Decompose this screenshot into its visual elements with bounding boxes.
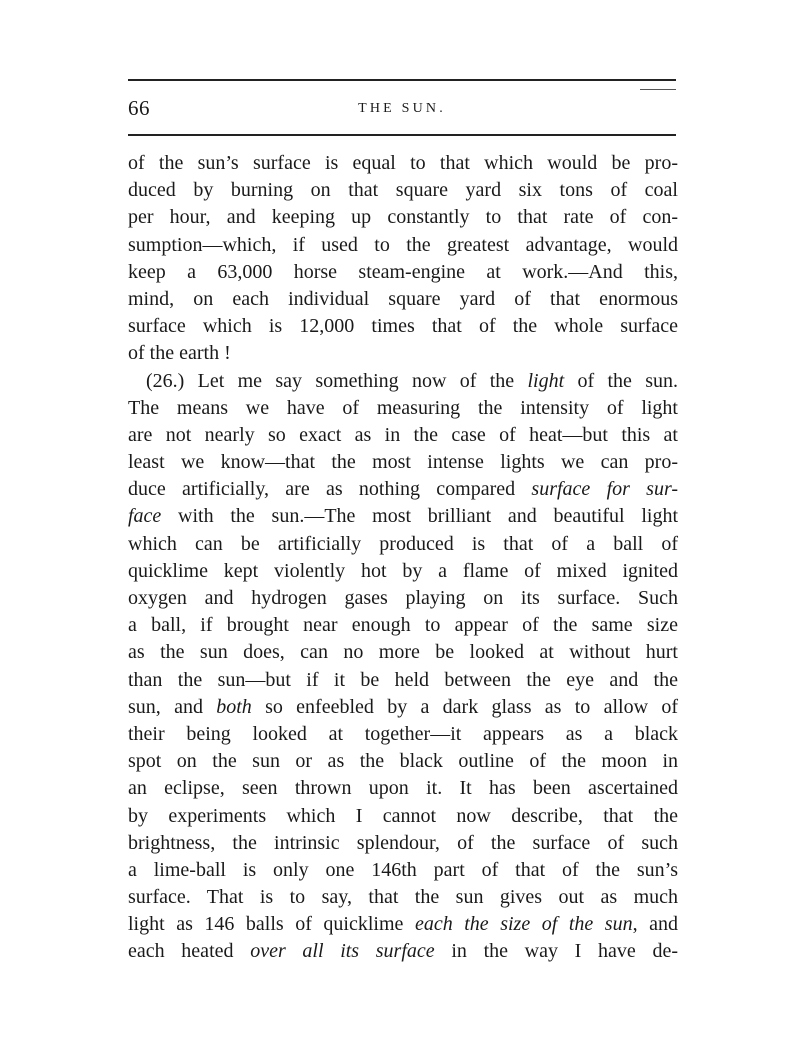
text-run: as the sun does, can no more be looked at without hurt (128, 641, 678, 664)
text-line (128, 422, 678, 449)
text-run: sumption—which, if used to the greatest advantage, would (128, 233, 678, 256)
text-run: spot on the sun or as the black outline of the moon in (128, 750, 678, 773)
text-run: of the sun. (564, 369, 678, 392)
page-header (128, 96, 676, 122)
text-line (128, 721, 678, 748)
text-run: a lime-ball is only one 146th part of that of the sun’s (128, 858, 678, 881)
top-rule (128, 79, 676, 81)
text-line (128, 803, 678, 830)
text-line (128, 395, 678, 422)
text-run: each heated (128, 940, 251, 963)
text-run: so enfeebled by a dark glass as to allow of (251, 695, 678, 718)
text-line (128, 232, 678, 259)
text-line (128, 884, 678, 911)
running-title: THE SUN. (358, 101, 446, 116)
italic-text: light (527, 369, 565, 392)
text-line (128, 911, 678, 938)
text-line (128, 857, 678, 884)
text-run: mind, on each individual square yard of that enormous (128, 287, 678, 310)
text-line (128, 286, 678, 313)
text-run: quicklime kept violently hot by a flame of mixed ignited (128, 559, 678, 582)
text-run: duced by burning on that square yard six tons of coal (128, 179, 678, 202)
text-line (128, 150, 678, 177)
text-run: sun, and (128, 695, 217, 718)
text-run: keep a 63,000 horse steam-engine at work.—And this, (128, 260, 678, 283)
italic-text: both (216, 695, 252, 718)
text-line (128, 531, 678, 558)
text-run: brightness, the intrinsic splendour, of the surface of such (128, 831, 678, 854)
text-run: their being looked at together—it appears as a black (128, 722, 678, 745)
text-line (128, 748, 678, 775)
text-run: are not nearly so exact as in the case of heat—but this at (128, 423, 678, 446)
text-run: by experiments which I cannot now describe, that the (128, 804, 678, 827)
text-line (128, 775, 678, 802)
text-run: of the earth ! (128, 342, 231, 365)
text-line (128, 503, 678, 530)
text-line (128, 368, 678, 395)
text-line (128, 585, 678, 612)
text-run: duce artificially, are as nothing compared (128, 478, 532, 501)
text-run: with the sun.—The most brilliant and beautiful light (161, 505, 678, 528)
text-line (128, 259, 678, 286)
text-run: , and (632, 913, 678, 936)
page-number: 66 (128, 96, 150, 120)
text-line (128, 694, 678, 721)
text-line (128, 340, 678, 367)
text-run: light as 146 balls of quicklime (128, 913, 415, 936)
text-line (128, 177, 678, 204)
header-rule (128, 134, 676, 136)
italic-text: each the size of the sun (414, 913, 633, 936)
text-run: The means we have of measuring the intensity of light (128, 396, 678, 419)
text-run: surface. That is to say, that the sun gives out as much (128, 886, 678, 909)
text-run: a ball, if brought near enough to appear of the same size (128, 614, 678, 637)
text-run: least we know—that the most intense lights we can pro- (128, 451, 678, 474)
text-run: than the sun—but if it be held between the eye and the (128, 668, 678, 691)
italic-text: over all its surface (250, 940, 435, 963)
text-run: which can be artificially produced is that of a ball of (128, 532, 678, 555)
text-run: per hour, and keeping up constantly to that rate of con- (128, 206, 678, 229)
text-line (128, 639, 678, 666)
text-line (128, 830, 678, 857)
body-text (128, 150, 678, 966)
text-line (128, 449, 678, 476)
text-run: an eclipse, seen thrown upon it. It has been ascertained (128, 777, 678, 800)
text-line (128, 204, 678, 231)
text-run: of the sun’s surface is equal to that which would be pro- (128, 152, 678, 174)
top-rule-tail (640, 89, 676, 90)
italic-text: surface for sur- (531, 478, 679, 501)
text-line (128, 612, 678, 639)
italic-text: face (128, 505, 162, 528)
text-run: (26.) Let me say something now of the (146, 369, 528, 392)
text-line (128, 938, 678, 965)
text-run: surface which is 12,000 times that of the whole surface (128, 315, 678, 338)
text-line (128, 313, 678, 340)
text-run: in the way I have de- (434, 940, 678, 963)
text-line (128, 558, 678, 585)
text-run: oxygen and hydrogen gases playing on its surface. Such (128, 587, 678, 609)
text-line (128, 476, 678, 503)
text-line (128, 667, 678, 694)
